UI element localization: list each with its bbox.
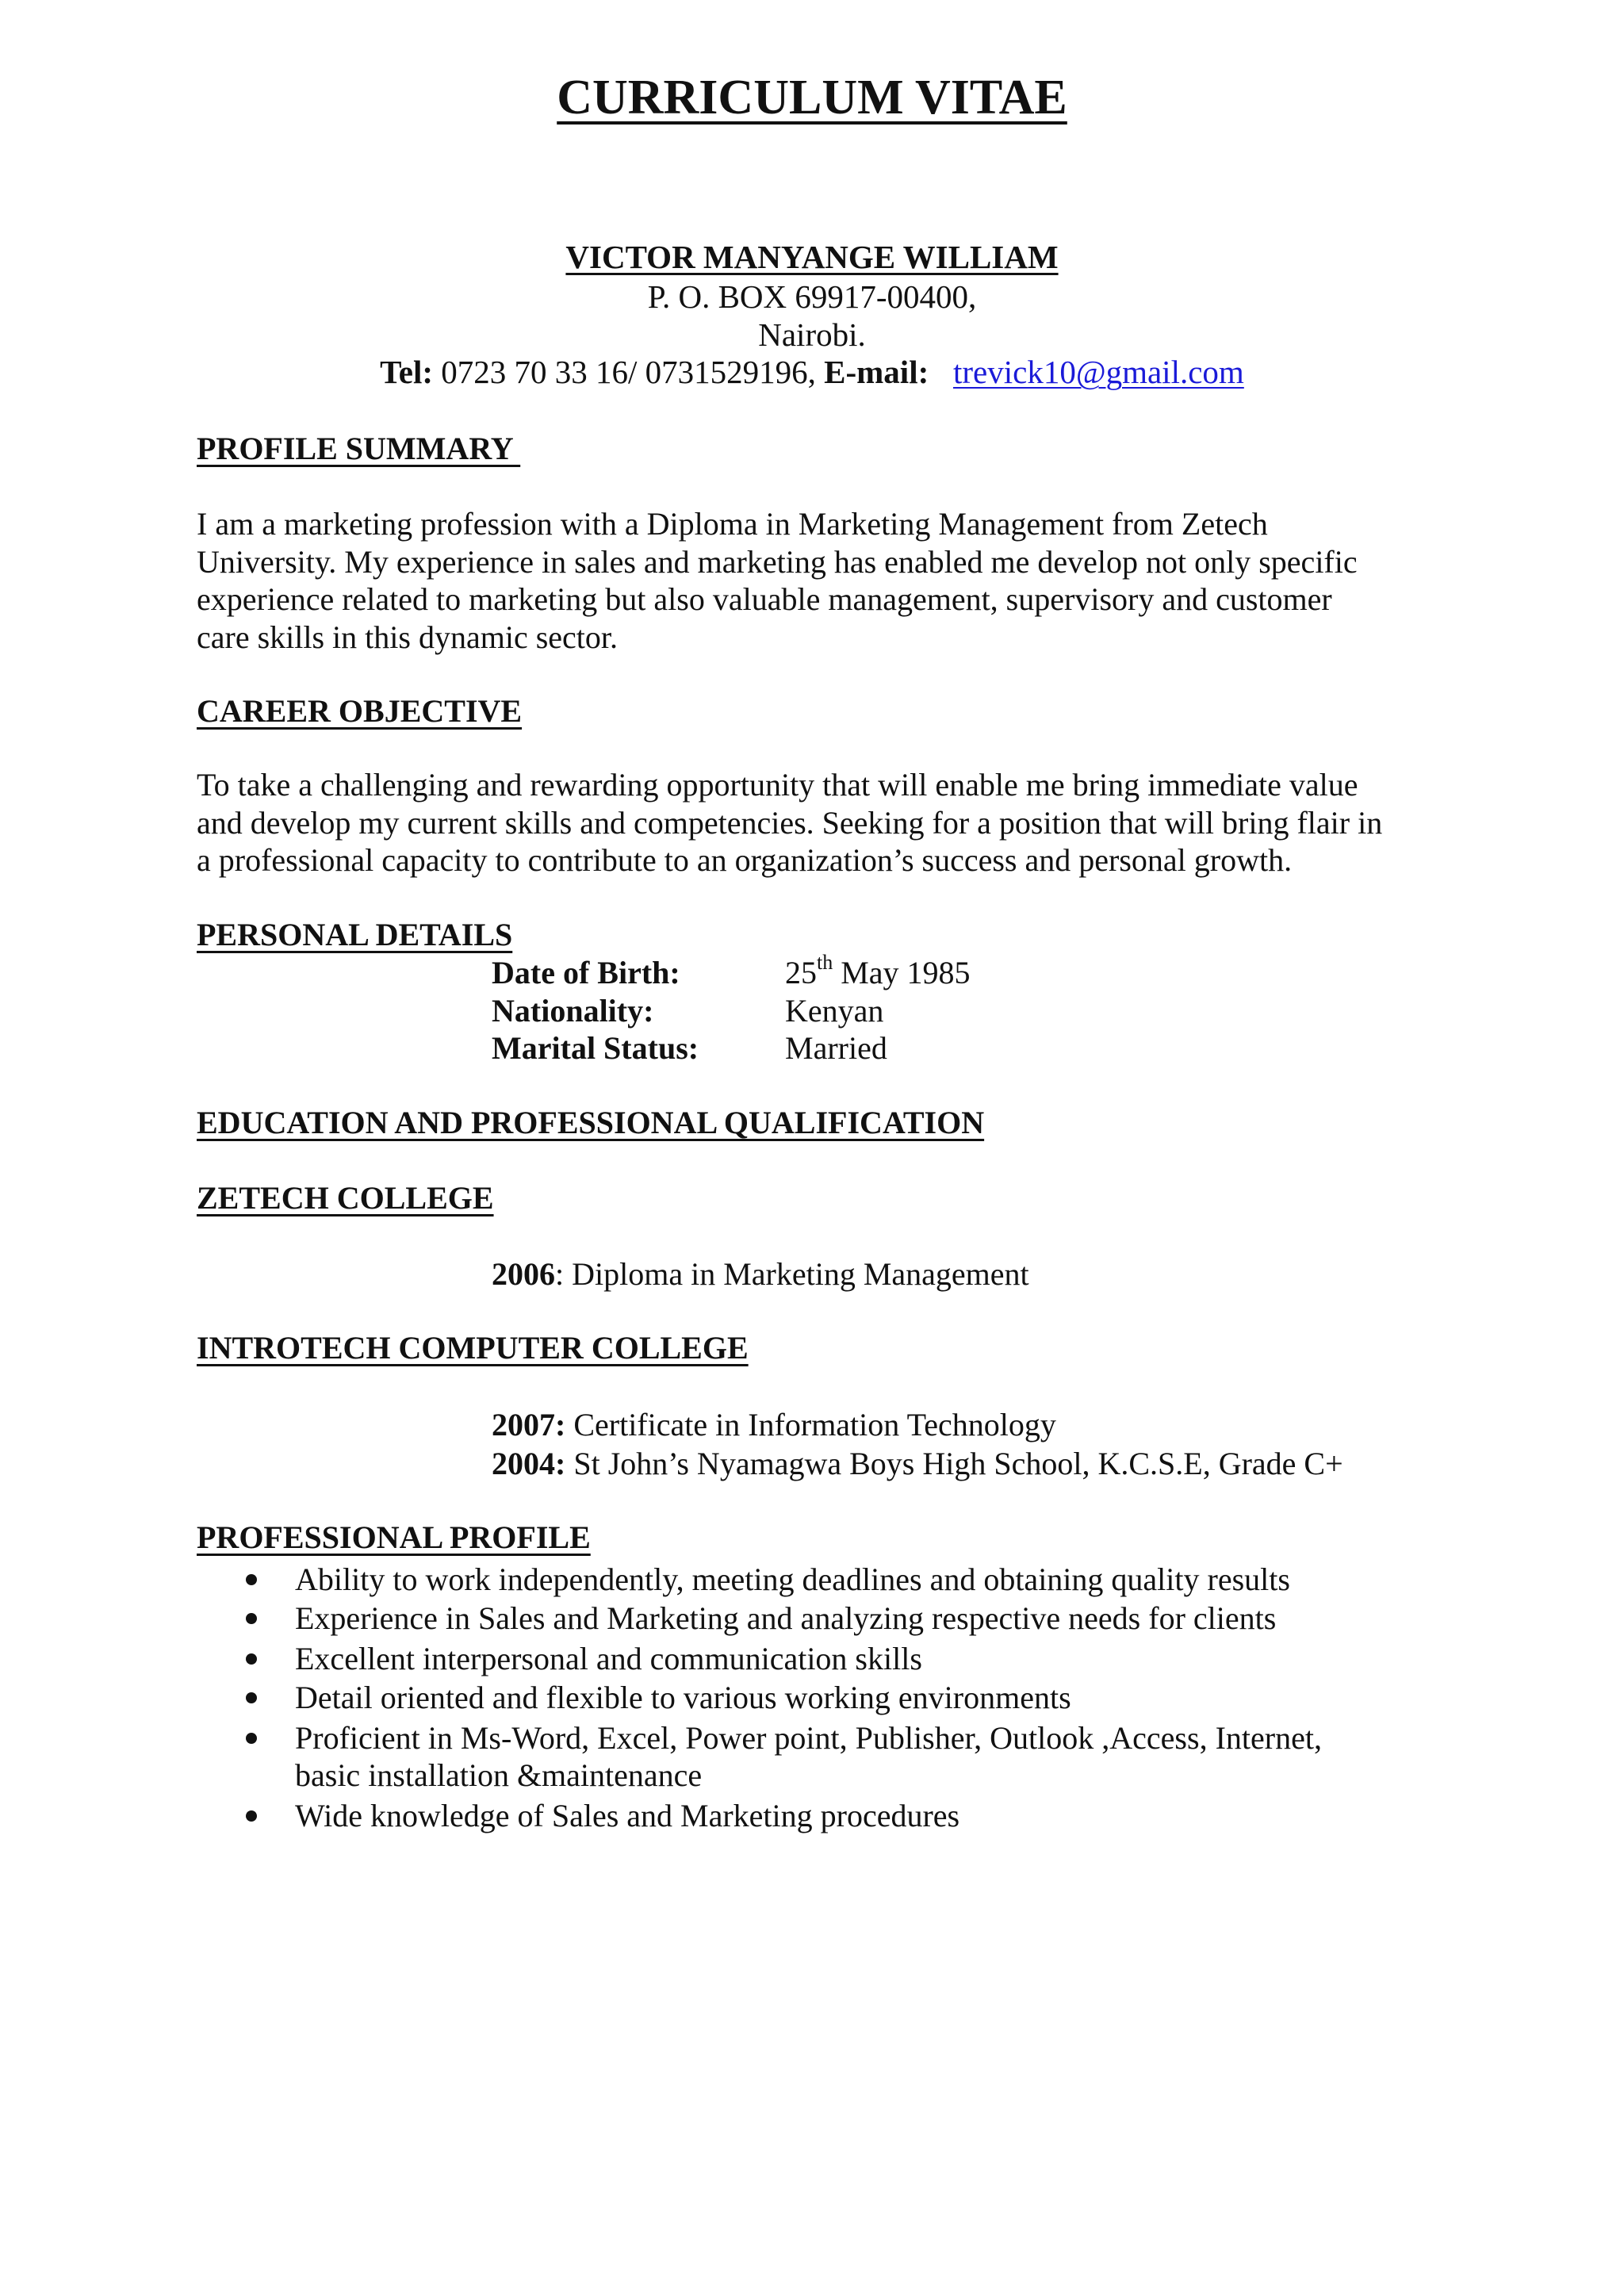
marital-label: Marital Status: — [492, 1030, 699, 1066]
address-line-2: Nairobi. — [758, 316, 866, 353]
personal-details-heading: PERSONAL DETAILS — [197, 917, 513, 952]
profile-summary-text — [197, 505, 1434, 656]
career-objective-line: To take a challenging and rewarding opportunity that will enable me bring immediate value — [197, 767, 1358, 803]
bullet-icon — [246, 1733, 257, 1744]
education-detail: St John’s Nyamagwa Boys High School, K.C.S.E, Grade C+ — [565, 1446, 1343, 1481]
profile-summary-line: I am a marketing profession with a Diploma in Marketing Management from Zetech — [197, 506, 1268, 542]
bullet-icon — [246, 1692, 257, 1703]
education-detail: : Diploma in Marketing Management — [555, 1256, 1029, 1292]
education-heading: EDUCATION AND PROFESSIONAL QUALIFICATION — [197, 1105, 985, 1140]
marital-value: Married — [785, 1030, 887, 1066]
email-label: E-mail: — [824, 354, 929, 390]
career-objective-line: a professional capacity to contribute to an organization’s success and personal growth. — [197, 842, 1293, 878]
bullet-icon — [246, 1613, 257, 1624]
bullet-icon — [246, 1574, 257, 1585]
tel-value: 0723 70 33 16/ 0731529196, — [433, 354, 825, 390]
document-title: CURRICULUM VITAE — [557, 71, 1067, 125]
dob-value — [785, 950, 971, 991]
list-item-text — [295, 1719, 1322, 1794]
education-year: 2006 — [492, 1256, 555, 1292]
nationality-label: Nationality: — [492, 993, 654, 1029]
nationality-value: Kenyan — [785, 993, 884, 1029]
education-detail: Certificate in Information Technology — [565, 1407, 1056, 1443]
education-entry — [492, 1406, 1056, 1443]
dob-suffix: th — [817, 950, 833, 974]
education-entry — [492, 1255, 1029, 1293]
list-item-line: basic installation &maintenance — [295, 1757, 703, 1793]
profile-summary-line: experience related to marketing but also valuable management, supervisory and customer — [197, 581, 1332, 617]
list-item-text: Excellent interpersonal and communication skills — [295, 1641, 922, 1676]
college-2-heading: INTROTECH COMPUTER COLLEGE — [197, 1330, 749, 1366]
career-objective-line: and develop my current skills and competencies. Seeking for a position that will bring flair in — [197, 804, 1383, 841]
dob-day: 25 — [785, 955, 817, 990]
bullet-icon — [246, 1810, 257, 1822]
education-year: 2004: — [492, 1446, 566, 1481]
college-1-heading: ZETECH COLLEGE — [197, 1180, 494, 1216]
education-entry — [492, 1445, 1343, 1482]
career-objective-heading: CAREER OBJECTIVE — [197, 693, 523, 729]
profile-summary-line: University. My experience in sales and marketing has enabled me develop not only specific — [197, 543, 1358, 580]
email-link[interactable]: trevick10@gmail.com — [953, 354, 1244, 390]
list-item-text: Ability to work independently, meeting deadlines and obtaining quality results — [295, 1561, 1290, 1597]
dob-rest: May 1985 — [833, 955, 971, 990]
professional-profile-heading: PROFESSIONAL PROFILE — [197, 1519, 591, 1555]
list-item-text: Experience in Sales and Marketing and analyzing respective needs for clients — [295, 1600, 1277, 1636]
list-item-text: Wide knowledge of Sales and Marketing procedures — [295, 1798, 960, 1833]
contact-line — [0, 353, 1624, 391]
education-year: 2007: — [492, 1407, 566, 1443]
list-item-text: Detail oriented and flexible to various working environments — [295, 1680, 1071, 1715]
candidate-name: VICTOR MANYANGE WILLIAM — [565, 239, 1059, 275]
profile-summary-heading: PROFILE SUMMARY — [197, 431, 521, 466]
list-item-line: Proficient in Ms-Word, Excel, Power point, Publisher, Outlook ,Access, Internet, — [295, 1720, 1322, 1756]
address-line-1: P. O. BOX 69917-00400, — [647, 278, 977, 315]
tel-label: Tel: — [380, 354, 433, 390]
dob-label: Date of Birth: — [492, 955, 680, 990]
profile-summary-line: care skills in this dynamic sector. — [197, 619, 618, 655]
bullet-icon — [246, 1653, 257, 1665]
career-objective-text — [197, 766, 1434, 879]
